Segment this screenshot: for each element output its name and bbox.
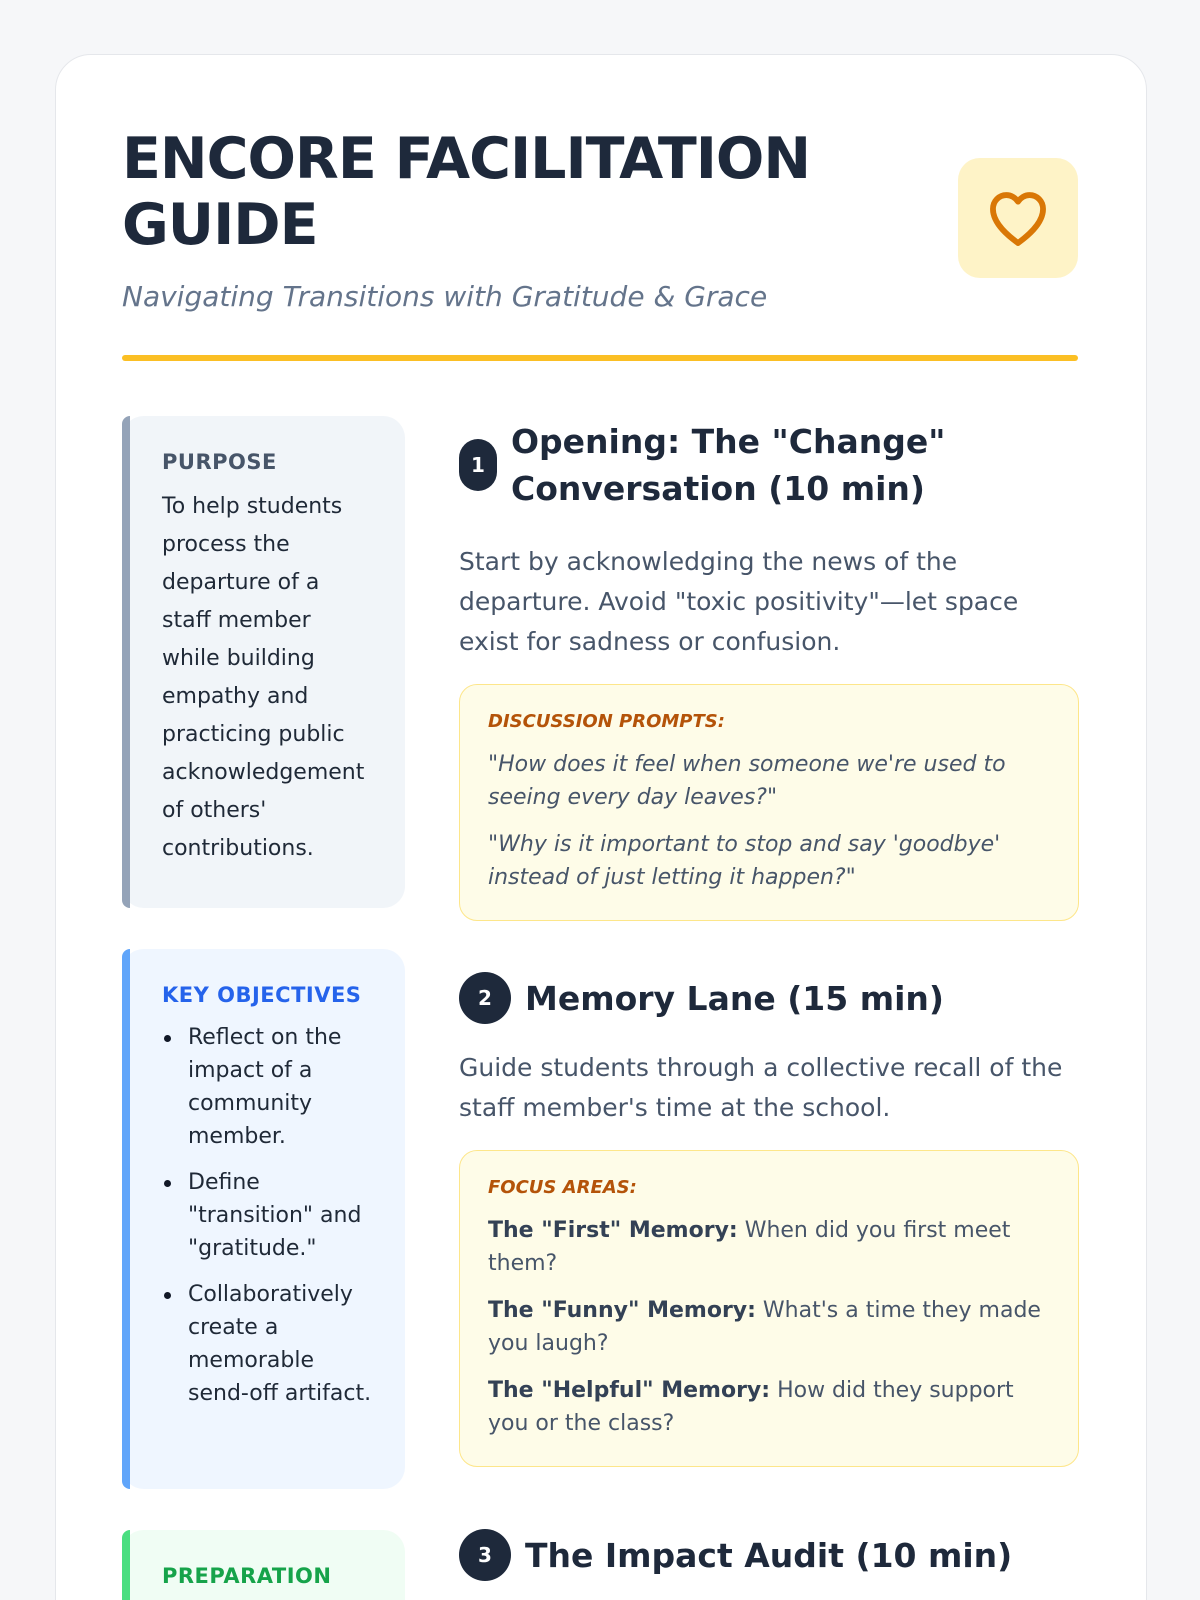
page-subtitle: Navigating Transitions with Gratitude & Grace — [122, 280, 768, 313]
focus-item — [488, 1214, 1050, 1280]
page-header — [122, 126, 1080, 362]
section-header — [459, 1529, 1079, 1581]
section-impact-audit — [459, 1529, 1079, 1581]
focus-text: How did they support you or the class? — [488, 1378, 1014, 1436]
discussion-prompts-box — [459, 684, 1079, 921]
step-number-badge: 2 — [459, 972, 511, 1024]
objectives-box — [122, 949, 405, 1489]
preparation-box — [122, 1530, 405, 1600]
section-opening — [459, 418, 1079, 921]
focus-item — [488, 1294, 1050, 1360]
heart-icon — [986, 189, 1050, 247]
focus-label: The "First" Memory: — [488, 1218, 738, 1243]
section-memory-lane — [459, 972, 1079, 1467]
prompt-quote: "Why is it important to stop and say 'goodbye' instead of just letting it happen?" — [488, 832, 1001, 890]
objective-item: Define "transition" and "gratitude." — [162, 1166, 375, 1265]
prompt-quote: "How does it feel when someone we're used to seeing every day leaves?" — [488, 752, 1006, 810]
section-title: Opening: The "Change" Conversation (10 min) — [511, 422, 946, 508]
section-header — [459, 418, 1079, 512]
objective-item: Collaboratively create a memorable send-off artifact. — [162, 1278, 375, 1410]
focus-text: When did you first meet them? — [488, 1218, 1011, 1276]
focus-text: What's a time they made you laugh? — [488, 1298, 1041, 1356]
header-divider — [122, 355, 1078, 361]
objective-item: Reflect on the impact of a community member. — [162, 1021, 375, 1153]
purpose-text: To help students process the departure of a staff member while building empathy and practicing public acknowledgement of others' contributions. — [162, 494, 365, 861]
section-header — [459, 972, 1079, 1024]
focus-label: The "Funny" Memory: — [488, 1298, 756, 1323]
objectives-title: KEY OBJECTIVES — [162, 983, 362, 1007]
focus-item — [488, 1374, 1050, 1440]
note-title: DISCUSSION PROMPTS: — [488, 711, 725, 732]
step-number-badge: 1 — [459, 439, 497, 491]
section-title: The Impact Audit (10 min) — [525, 1535, 1013, 1575]
focus-areas-box — [459, 1150, 1079, 1467]
heart-badge — [958, 158, 1078, 278]
page-title: ENCORE FACILITATION GUIDE — [122, 126, 811, 258]
purpose-title: PURPOSE — [162, 450, 277, 474]
section-body: Guide students through a collective recall of the staff member's time at the school. — [459, 1053, 1063, 1122]
purpose-box — [122, 416, 405, 908]
note-title: FOCUS AREAS: — [488, 1177, 637, 1198]
focus-label: The "Helpful" Memory: — [488, 1378, 771, 1403]
preparation-title: PREPARATION — [162, 1564, 332, 1588]
section-title: Memory Lane (15 min) — [525, 978, 944, 1018]
step-number-badge: 3 — [459, 1529, 511, 1581]
section-body: Start by acknowledging the news of the departure. Avoid "toxic positivity"—let space exist for sadness or confusion. — [459, 547, 1019, 656]
objectives-list — [162, 1021, 375, 1410]
